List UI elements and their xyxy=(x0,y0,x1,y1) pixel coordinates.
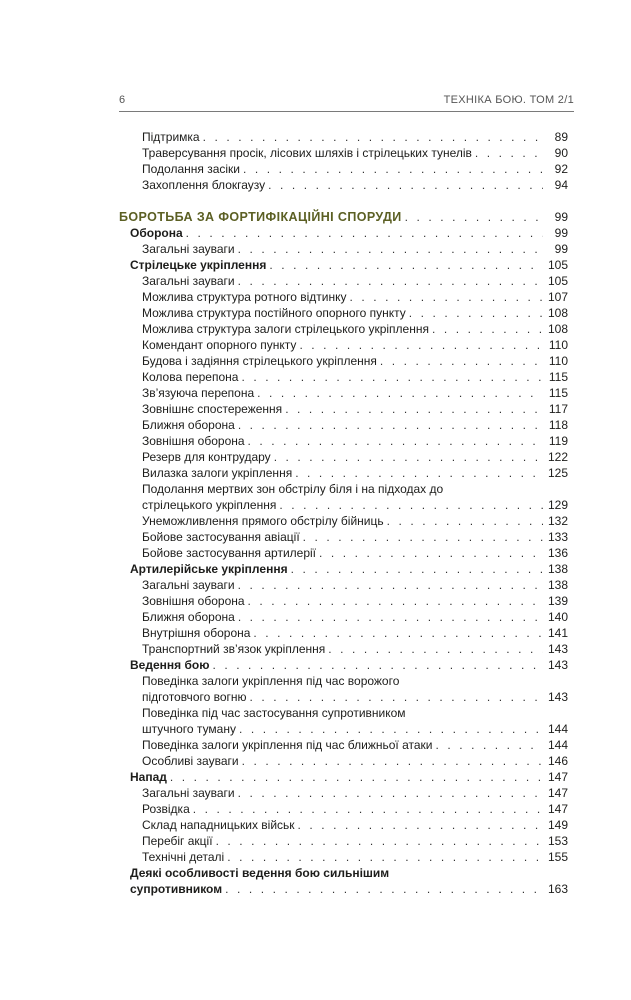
toc-page-number: 163 xyxy=(547,882,568,896)
dot-leader xyxy=(285,401,543,417)
toc-page-number: 122 xyxy=(547,450,568,464)
toc-entry[interactable] xyxy=(142,593,568,609)
dot-leader xyxy=(350,289,543,305)
dot-leader xyxy=(238,273,543,289)
toc-entry[interactable] xyxy=(142,817,568,833)
toc-entry-label: Технічні деталі xyxy=(142,850,225,864)
toc-entry-label: Ближня оборона xyxy=(142,418,235,432)
toc-page-number: 133 xyxy=(547,530,568,544)
toc-subsection-entry[interactable] xyxy=(130,225,568,241)
toc-entry-label: Можлива структура постійного опорного пункту xyxy=(142,306,406,320)
toc-page-number: 94 xyxy=(554,178,568,192)
toc-subsection-entry[interactable] xyxy=(130,257,568,273)
dot-leader xyxy=(170,769,543,785)
toc-entry-label: Загальні зауваги xyxy=(142,274,235,288)
toc-entry[interactable] xyxy=(142,401,568,417)
toc-page-number: 117 xyxy=(548,402,568,416)
toc-entry[interactable] xyxy=(142,433,568,449)
dot-leader xyxy=(409,305,543,321)
toc-entry[interactable] xyxy=(142,481,568,513)
toc-entry-label: Стрілецьке укріплення xyxy=(130,258,267,272)
toc-page-number: 105 xyxy=(547,258,568,272)
toc-subsection-entry[interactable] xyxy=(130,769,568,785)
toc-page-number: 141 xyxy=(547,626,568,640)
toc-page-number: 138 xyxy=(547,578,568,592)
toc-entry-label: Захоплення блокгаузу xyxy=(142,178,266,192)
toc-entry-label: БОРОТЬБА ЗА ФОРТИФІКАЦІЙНІ СПОРУДИ xyxy=(119,210,402,224)
dot-leader xyxy=(475,145,543,161)
toc-page-number: 146 xyxy=(547,754,568,768)
dot-leader xyxy=(203,129,543,145)
toc-entry-label: Особливі зауваги xyxy=(142,754,239,768)
dot-leader xyxy=(238,417,543,433)
dot-leader xyxy=(227,849,543,865)
toc-entry[interactable] xyxy=(142,785,568,801)
toc-entry[interactable] xyxy=(142,529,568,545)
toc-entry-label-line1: Поведінка залоги укріплення під час ворожого xyxy=(142,674,400,688)
toc-entry[interactable] xyxy=(142,625,568,641)
toc-entry-label: Зв’язуюча перепона xyxy=(142,386,255,400)
dot-leader xyxy=(291,561,543,577)
toc-entry-label: Перебіг акції xyxy=(142,834,213,848)
toc-entry[interactable] xyxy=(142,833,568,849)
toc-page-number: 90 xyxy=(554,146,568,160)
dot-leader xyxy=(432,321,543,337)
section-gap xyxy=(0,193,631,209)
dot-leader xyxy=(257,385,543,401)
dot-leader xyxy=(250,689,543,705)
toc-entry-label-line2: штучного туману xyxy=(142,722,236,736)
toc-entry[interactable] xyxy=(142,577,568,593)
toc-page-number: 99 xyxy=(554,210,568,224)
toc-entry[interactable] xyxy=(142,801,568,817)
toc-entry-label: Комендант опорного пункту xyxy=(142,338,297,352)
toc-entry-label: Напад xyxy=(130,770,167,784)
toc-entry-label: Оборона xyxy=(130,226,183,240)
toc-page-number: 144 xyxy=(547,738,568,752)
toc-page-number: 147 xyxy=(547,786,568,800)
dot-leader xyxy=(303,529,543,545)
toc-entry-label: Внутрішня оборона xyxy=(142,626,251,640)
toc-entry-label-line1: Подолання мертвих зон обстрілу біля і на підходах до xyxy=(142,482,444,496)
dot-leader xyxy=(380,353,543,369)
toc-entry-label: Резерв для контрудару xyxy=(142,450,271,464)
dot-leader xyxy=(216,833,543,849)
toc-page-number: 105 xyxy=(547,274,568,288)
toc-entry[interactable] xyxy=(142,417,568,433)
toc-entry-label: Ближня оборона xyxy=(142,610,235,624)
toc-section-entry[interactable] xyxy=(119,209,568,225)
toc-entry-label: Колова перепона xyxy=(142,370,239,384)
toc-subsection-entry[interactable] xyxy=(130,561,568,577)
toc-page-number: 153 xyxy=(547,834,568,848)
running-header xyxy=(119,94,574,106)
toc-entry[interactable] xyxy=(142,321,568,337)
toc-entry[interactable] xyxy=(142,609,568,625)
dot-leader xyxy=(279,497,543,513)
toc-entry-label: Бойове застосування авіації xyxy=(142,530,300,544)
toc-page-number: 132 xyxy=(547,514,568,528)
toc-entry[interactable] xyxy=(142,449,568,465)
dot-leader xyxy=(225,881,543,897)
toc-entry-label: Ведення бою xyxy=(130,658,210,672)
running-title: ТЕХНІКА БОЮ. ТОМ 2/1 xyxy=(443,94,574,106)
toc-entry-label: Транспортний зв’язок укріплення xyxy=(142,642,326,656)
toc-entry-label-line1: Деякі особливості ведення бою сильнішим xyxy=(130,866,390,880)
toc-entry-label: Поведінка залоги укріплення під час ближньої атаки xyxy=(142,738,433,752)
toc-subsection-entry[interactable] xyxy=(130,865,568,897)
toc-page-number: 155 xyxy=(547,850,568,864)
toc-page-number: 108 xyxy=(547,306,568,320)
toc-entry[interactable] xyxy=(142,353,568,369)
page-number: 6 xyxy=(119,94,126,106)
toc-entry[interactable] xyxy=(142,545,568,561)
toc-entry-label: Можлива структура ротного відтинку xyxy=(142,290,347,304)
toc-page-number: 110 xyxy=(548,354,568,368)
toc-entry[interactable] xyxy=(142,641,568,657)
dot-leader xyxy=(295,465,543,481)
toc-page-number: 144 xyxy=(547,722,568,736)
toc-entry[interactable] xyxy=(142,289,568,305)
dot-leader xyxy=(238,241,543,257)
toc-entry-label-line2: стрілецького укріплення xyxy=(142,498,277,512)
dot-leader xyxy=(319,545,543,561)
dot-leader xyxy=(186,225,543,241)
dot-leader xyxy=(193,801,543,817)
toc-page-number: 143 xyxy=(547,690,568,704)
toc-page-number: 147 xyxy=(547,802,568,816)
toc-entry[interactable] xyxy=(142,753,568,769)
dot-leader xyxy=(243,161,543,177)
toc-entry[interactable] xyxy=(142,129,568,145)
toc-page-number: 99 xyxy=(554,226,568,240)
toc-entry-label: Подолання засіки xyxy=(142,162,241,176)
toc-entry-label: Бойове застосування артилерії xyxy=(142,546,317,560)
dot-leader xyxy=(238,609,543,625)
toc-entry[interactable] xyxy=(142,705,568,737)
toc-page-number: 136 xyxy=(547,546,568,560)
toc-page-number: 125 xyxy=(547,466,568,480)
toc-entry[interactable] xyxy=(142,737,568,753)
toc-entry[interactable] xyxy=(142,273,568,289)
toc-entry-label: Загальні зауваги xyxy=(142,786,235,800)
toc-page-number: 143 xyxy=(547,642,568,656)
toc-page-number: 149 xyxy=(547,818,568,832)
toc-entry-label: Розвідка xyxy=(142,802,190,816)
dot-leader xyxy=(248,433,543,449)
toc-entry-label: Можлива структура залоги стрілецького укріплення xyxy=(142,322,429,336)
dot-leader xyxy=(405,209,543,225)
toc-page-number: 107 xyxy=(547,290,568,304)
dot-leader xyxy=(268,177,543,193)
toc-entry[interactable] xyxy=(142,673,568,705)
toc-page-number: 110 xyxy=(548,338,568,352)
toc-page-number: 115 xyxy=(548,370,568,384)
toc-page-number: 99 xyxy=(554,242,568,256)
toc-entry[interactable] xyxy=(142,241,568,257)
dot-leader xyxy=(274,449,543,465)
toc-entry-label: Зовнішня оборона xyxy=(142,594,245,608)
toc-page-number: 138 xyxy=(547,562,568,576)
toc-page-number: 129 xyxy=(547,498,568,512)
table-of-contents xyxy=(0,129,631,897)
toc-entry-label: Зовнішня оборона xyxy=(142,434,245,448)
toc-entry[interactable] xyxy=(142,369,568,385)
dot-leader xyxy=(239,721,543,737)
toc-entry-label: Зовнішнє спостереження xyxy=(142,402,283,416)
toc-page-number: 143 xyxy=(547,658,568,672)
toc-entry[interactable] xyxy=(142,337,568,353)
toc-page-number: 115 xyxy=(548,386,568,400)
toc-entry-label-line1: Поведінка під час застосування супротивником xyxy=(142,706,406,720)
toc-page-number: 139 xyxy=(547,594,568,608)
dot-leader xyxy=(387,513,543,529)
toc-entry[interactable] xyxy=(142,385,568,401)
toc-entry[interactable] xyxy=(142,465,568,481)
dot-leader xyxy=(328,641,543,657)
toc-entry-label-line2: підготовчого вогню xyxy=(142,690,247,704)
toc-entry[interactable] xyxy=(142,849,568,865)
toc-entry[interactable] xyxy=(142,177,568,193)
dot-leader xyxy=(299,337,543,353)
toc-entry-label: Будова і задіяння стрілецького укріплення xyxy=(142,354,377,368)
toc-subsection-entry[interactable] xyxy=(130,657,568,673)
toc-page-number: 140 xyxy=(547,610,568,624)
dot-leader xyxy=(242,753,543,769)
header-rule xyxy=(119,111,574,112)
toc-entry-label: Унеможливлення прямого обстрілу бійниць xyxy=(142,514,384,528)
toc-entry-label: Загальні зауваги xyxy=(142,578,235,592)
toc-page-number: 92 xyxy=(554,162,568,176)
toc-entry-label-line2: супротивником xyxy=(130,882,223,896)
toc-entry-label: Підтримка xyxy=(142,130,200,144)
toc-page-number: 118 xyxy=(548,418,568,432)
toc-entry-label: Артилерійське укріплення xyxy=(130,562,288,576)
toc-page-number: 119 xyxy=(548,434,568,448)
dot-leader xyxy=(238,577,543,593)
dot-leader xyxy=(435,737,543,753)
dot-leader xyxy=(269,257,543,273)
dot-leader xyxy=(253,625,543,641)
toc-entry-label: Вилазка залоги укріплення xyxy=(142,466,293,480)
toc-entry[interactable] xyxy=(142,145,568,161)
dot-leader xyxy=(212,657,543,673)
toc-entry[interactable] xyxy=(142,513,568,529)
toc-entry-label: Траверсування просік, лісових шляхів і стрілецьких тунелів xyxy=(142,146,472,160)
dot-leader xyxy=(238,785,543,801)
toc-entry-label: Склад нападницьких військ xyxy=(142,818,295,832)
dot-leader xyxy=(241,369,543,385)
dot-leader xyxy=(298,817,543,833)
toc-entry-label: Загальні зауваги xyxy=(142,242,235,256)
toc-entry[interactable] xyxy=(142,161,568,177)
toc-page-number: 108 xyxy=(547,322,568,336)
toc-page-number: 89 xyxy=(554,130,568,144)
toc-page-number: 147 xyxy=(547,770,568,784)
toc-entry[interactable] xyxy=(142,305,568,321)
dot-leader xyxy=(248,593,543,609)
